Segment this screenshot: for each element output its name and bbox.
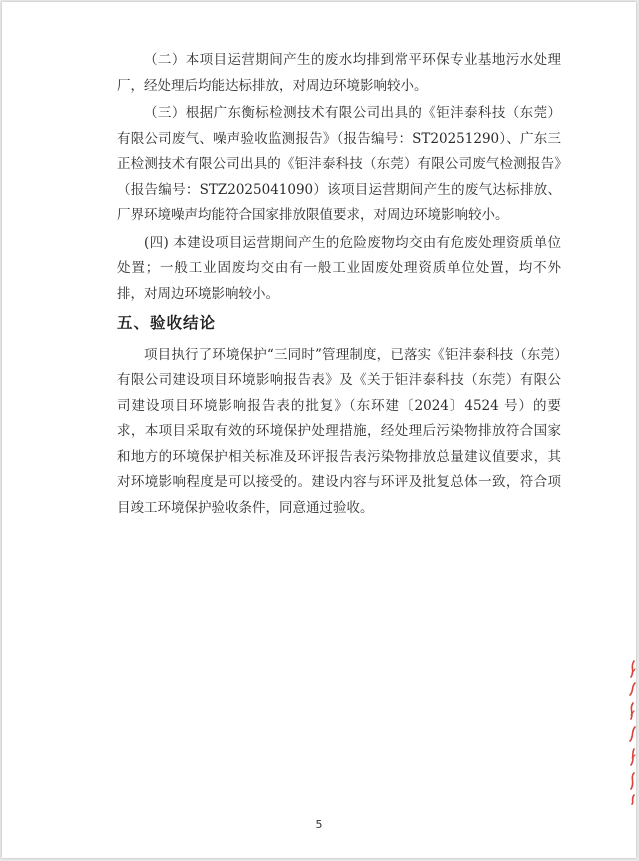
- page-content: [117, 48, 561, 523]
- section-heading-acceptance-conclusion: 五、验收结论: [117, 314, 217, 332]
- paragraph-solid-waste: (四) 本建设项目运营期间产生的危险废物均交由有危废处理资质单位处置；一般工业固废均交由有一般工业固废处理资质单位处置，均不外排，对周边环境影响较小。: [117, 234, 561, 302]
- document-page: [2, 2, 636, 858]
- paragraph-emissions-noise: （三）根据广东衡标检测技术有限公司出具的《钜沣泰科技（东莞）有限公司废气、噪声验收监测报告》（报告编号：ST20251290）、广东三正检测技术有限公司出具的《钜沣泰科技（东莞）有限公司废气检测报告》（报告编号：STZ2025041090）该项目运营期间产生的废气达标排放、厂界环境噪声均能符合国家排放限值要求，对周边环境影响较小。: [117, 105, 561, 223]
- seal-stamp-edge-icon: [626, 657, 636, 805]
- paragraph-conclusion: 项目执行了环境保护“三同时”管理制度，已落实《钜沣泰科技（东莞）有限公司建设项目环境影响报告表》及《关于钜沣泰科技（东莞）有限公司建设项目环境影响报告表的批复》（东环建〔2024〕4524 号）的要求，本项目采取有效的环境保护处理措施，经处理后污染物排放符合国家和地方的环境保护相关标准及环评报告表污染物排放总量建议值要求，其对环境影响程度是可以接受的。建设内容与环评及批复总体一致，符合项目竣工环境保护验收条件，同意通过验收。: [117, 346, 561, 516]
- paragraph-wastewater: （二）本项目运营期间产生的废水均排到常平环保专业基地污水处理厂，经处理后均能达标排放，对周边环境影响较小。: [117, 52, 561, 94]
- page-number: 5: [315, 818, 323, 831]
